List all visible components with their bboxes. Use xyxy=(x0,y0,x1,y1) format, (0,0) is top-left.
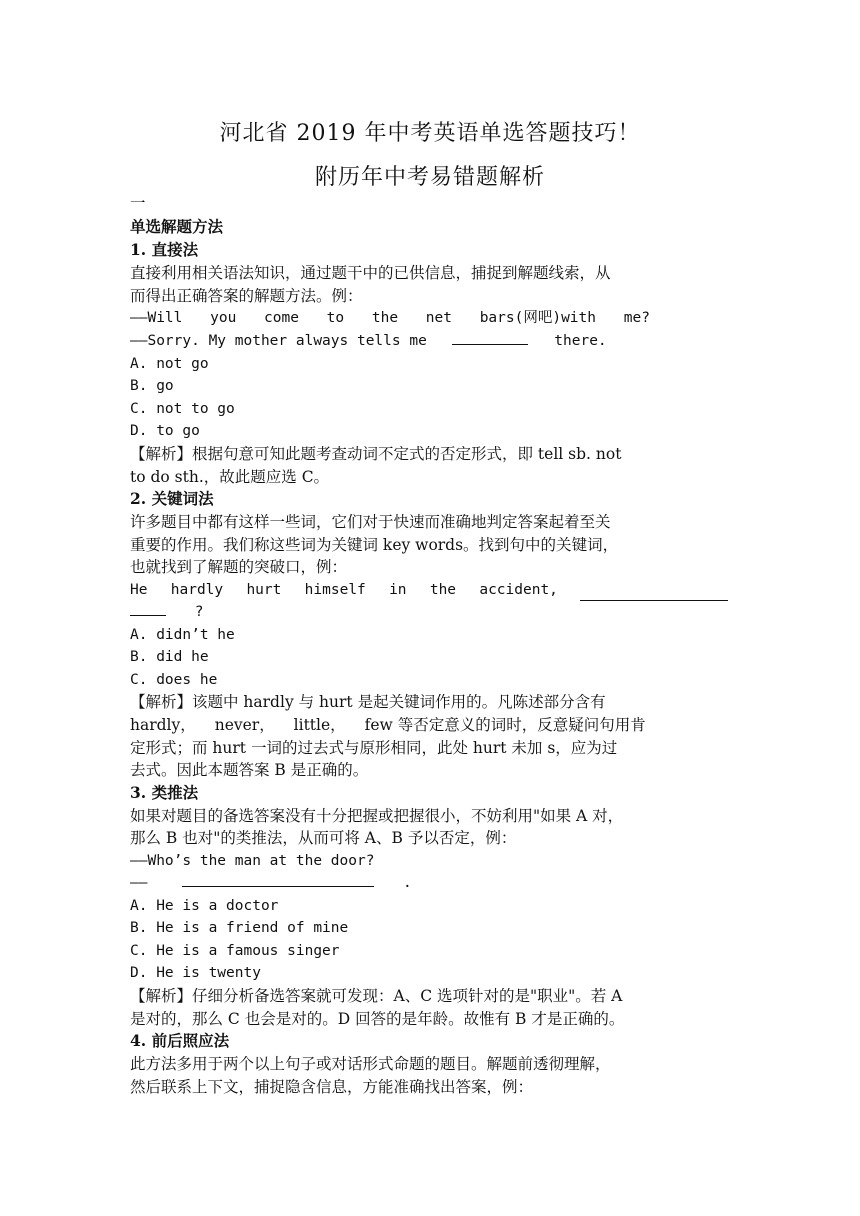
word: hurt xyxy=(246,582,282,598)
answer-blank-continued xyxy=(130,601,166,616)
method1-heading: 1. 直接法 xyxy=(130,240,199,259)
word: himself xyxy=(304,582,366,598)
method2-analysis-line3: 定形式；而 hurt 一词的过去式与原形相同，此处 hurt 未加 s，应为过 xyxy=(130,739,618,757)
method3-desc-line1: 如果对题目的备选答案没有十分把握或把握很小，不妨利用"如果 A 对， xyxy=(130,807,624,825)
section-number-dash: 一 xyxy=(130,194,146,212)
method3-desc-line2: 那么 B 也对"的类推法，从而可将 A、B 予以否定，例： xyxy=(130,829,517,847)
method2-desc-line3: 也就找到了解题的突破口，例： xyxy=(130,558,348,576)
method1-question-line1 xyxy=(130,307,650,329)
question-mark: ? xyxy=(194,604,204,620)
method1-analysis-line1: 【解析】根据句意可知此题考查动词不定式的否定形式，即 tell sb. not xyxy=(130,445,622,463)
word: you xyxy=(210,310,237,326)
analysis-word: few 等否定意义的词时，反意疑问句用肯 xyxy=(364,716,646,734)
answer-blank xyxy=(580,586,728,601)
method3-question-line1: ——Who’s the man at the door? xyxy=(130,853,375,869)
word: me? xyxy=(623,310,650,326)
method3-question-line2 xyxy=(130,872,730,894)
option-a: A. not go xyxy=(130,356,209,372)
method2-analysis-line2 xyxy=(130,714,730,736)
answer-blank xyxy=(452,330,528,345)
question-text: ——Sorry. My mother always tells me xyxy=(130,333,427,349)
method3-heading: 3. 类推法 xyxy=(130,783,199,802)
analysis-word: hardly， xyxy=(130,716,196,734)
option-c: C. not to go xyxy=(130,401,235,417)
option-c: C. does he xyxy=(130,672,218,688)
option-d: D. He is twenty xyxy=(130,965,261,981)
document-subtitle: 附历年中考易错题解析 xyxy=(314,165,545,190)
method4-desc-line1: 此方法多用于两个以上句子或对话形式命题的题目。解题前透彻理解， xyxy=(130,1055,611,1073)
option-b: B. did he xyxy=(130,649,209,665)
method3-analysis-line1: 【解析】仔细分析备选答案就可发现：A、C 选项针对的是"职业"。若 A xyxy=(130,987,623,1005)
option-d: D. to go xyxy=(130,423,200,439)
method1-desc-line1: 直接利用相关语法知识，通过题干中的已供信息，捕捉到解题线索，从 xyxy=(130,264,611,282)
word: He xyxy=(130,582,148,598)
method2-analysis-line4: 去式。因此本题答案 B 是正确的。 xyxy=(130,761,369,779)
word: the xyxy=(371,310,399,326)
method2-analysis-line1: 【解析】该题中 hardly 与 hurt 是起关键词作用的。凡陈述部分含有 xyxy=(130,693,606,711)
method1-desc-line2: 而得出正确答案的解题方法。例： xyxy=(130,287,363,305)
option-a: A. didn’t he xyxy=(130,627,235,643)
section-heading: 单选解题方法 xyxy=(130,217,224,236)
answer-blank xyxy=(182,872,374,887)
option-b: B. He is a friend of mine xyxy=(130,920,349,936)
word: accident, xyxy=(479,582,558,598)
method1-question-line2 xyxy=(130,330,730,352)
word: the xyxy=(429,582,457,598)
document-title: 河北省 2019 年中考英语单选答题技巧！ xyxy=(219,121,641,146)
analysis-word: little， xyxy=(293,716,346,734)
question-text: there. xyxy=(554,333,607,349)
word: come xyxy=(264,310,299,326)
option-c: C. He is a famous singer xyxy=(130,943,340,959)
word: to xyxy=(326,310,345,326)
method3-analysis-line2: 是对的，那么 C 也会是对的。D 回答的是年龄。故惟有 B 才是正确的。 xyxy=(130,1010,625,1028)
method4-heading: 4. 前后照应法 xyxy=(130,1031,230,1050)
method2-desc-line1: 许多题目中都有这样一些词，它们对于快速而准确地判定答案起着至关 xyxy=(130,513,611,531)
method2-question-line2 xyxy=(130,601,730,623)
option-a: A. He is a doctor xyxy=(130,898,279,914)
word: in xyxy=(389,582,407,598)
word: ——Will xyxy=(130,310,183,326)
method2-question-line1 xyxy=(130,579,558,601)
method2-heading: 2. 关键词法 xyxy=(130,489,214,508)
analysis-word: never， xyxy=(214,716,275,734)
method1-analysis-line2: to do sth.，故此题应选 C。 xyxy=(130,468,330,486)
question-text: —— xyxy=(130,875,148,891)
question-text: . xyxy=(402,875,412,891)
word: bars(网吧)with xyxy=(479,310,597,326)
method2-desc-line2: 重要的作用。我们称这些词为关键词 key words。找到句中的关键词， xyxy=(130,536,619,554)
word: hardly xyxy=(170,582,224,598)
word: net xyxy=(425,310,452,326)
option-b: B. go xyxy=(130,378,174,394)
method4-desc-line2: 然后联系上下文，捕捉隐含信息，方能准确找出答案，例： xyxy=(130,1078,534,1096)
